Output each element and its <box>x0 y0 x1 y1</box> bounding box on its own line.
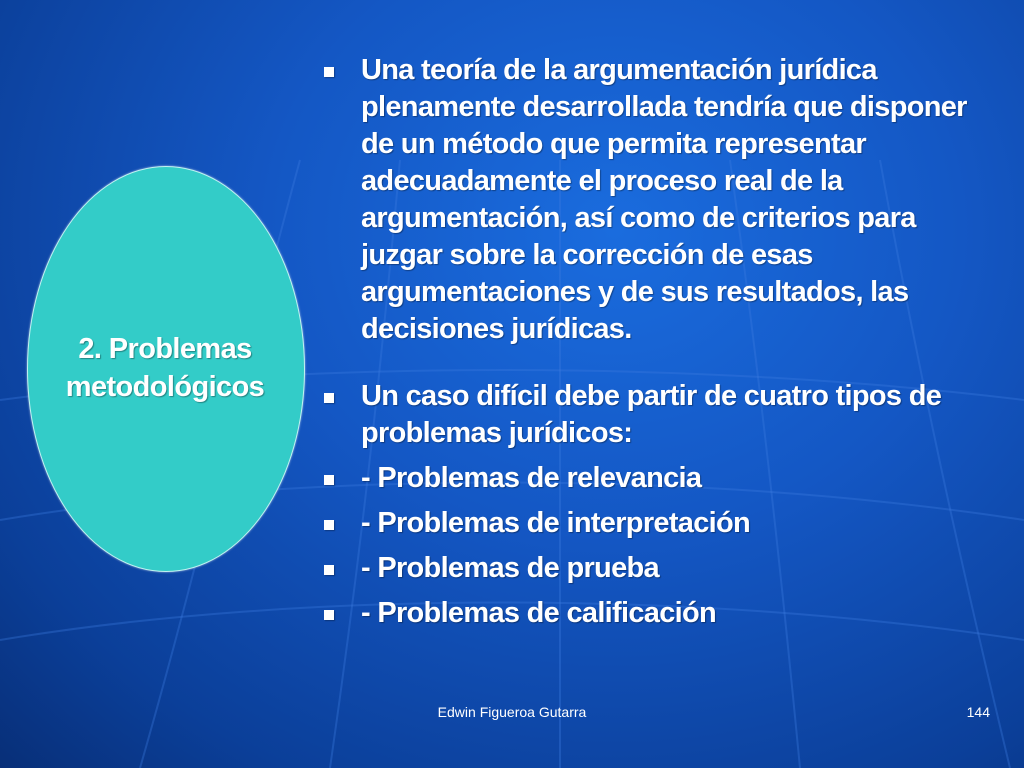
square-bullet-icon <box>324 67 334 77</box>
square-bullet-icon <box>324 565 334 575</box>
bullet-item <box>320 505 1000 542</box>
square-bullet-icon <box>324 520 334 530</box>
square-bullet-icon <box>324 610 334 620</box>
square-bullet-icon <box>324 475 334 485</box>
bullet-item <box>320 595 1000 632</box>
footer-author: Edwin Figueroa Gutarra <box>437 704 587 720</box>
topic-label-line1: 2. Problemas <box>78 333 252 365</box>
bullet-text: - Problemas de prueba <box>361 552 659 584</box>
bullet-list <box>320 52 1000 632</box>
bullet-text: Un caso difícil debe partir de cuatro tipos de problemas jurídicos: <box>361 380 942 449</box>
square-bullet-icon <box>324 393 334 403</box>
topic-label-line2: metodológicos <box>65 371 265 403</box>
bullet-item <box>320 550 1000 587</box>
bullet-text: - Problemas de interpretación <box>361 507 751 539</box>
bullet-text: Una teoría de la argumentación jurídica plenamente desarrollada tendría que disponer de un método que permita representar adecuadamente el proceso real de la argumentación, así como de criterios para juzgar sobre la corrección de esas argumentaciones y de sus resultados, las decisiones jurídicas. <box>361 54 967 345</box>
page-number: 144 <box>966 704 990 720</box>
topic-label <box>40 330 290 406</box>
bullet-text: - Problemas de relevancia <box>361 462 702 494</box>
bullet-item <box>320 378 1000 452</box>
bullet-text: - Problemas de calificación <box>361 597 717 629</box>
bullet-item <box>320 52 1000 348</box>
bullet-item <box>320 460 1000 497</box>
